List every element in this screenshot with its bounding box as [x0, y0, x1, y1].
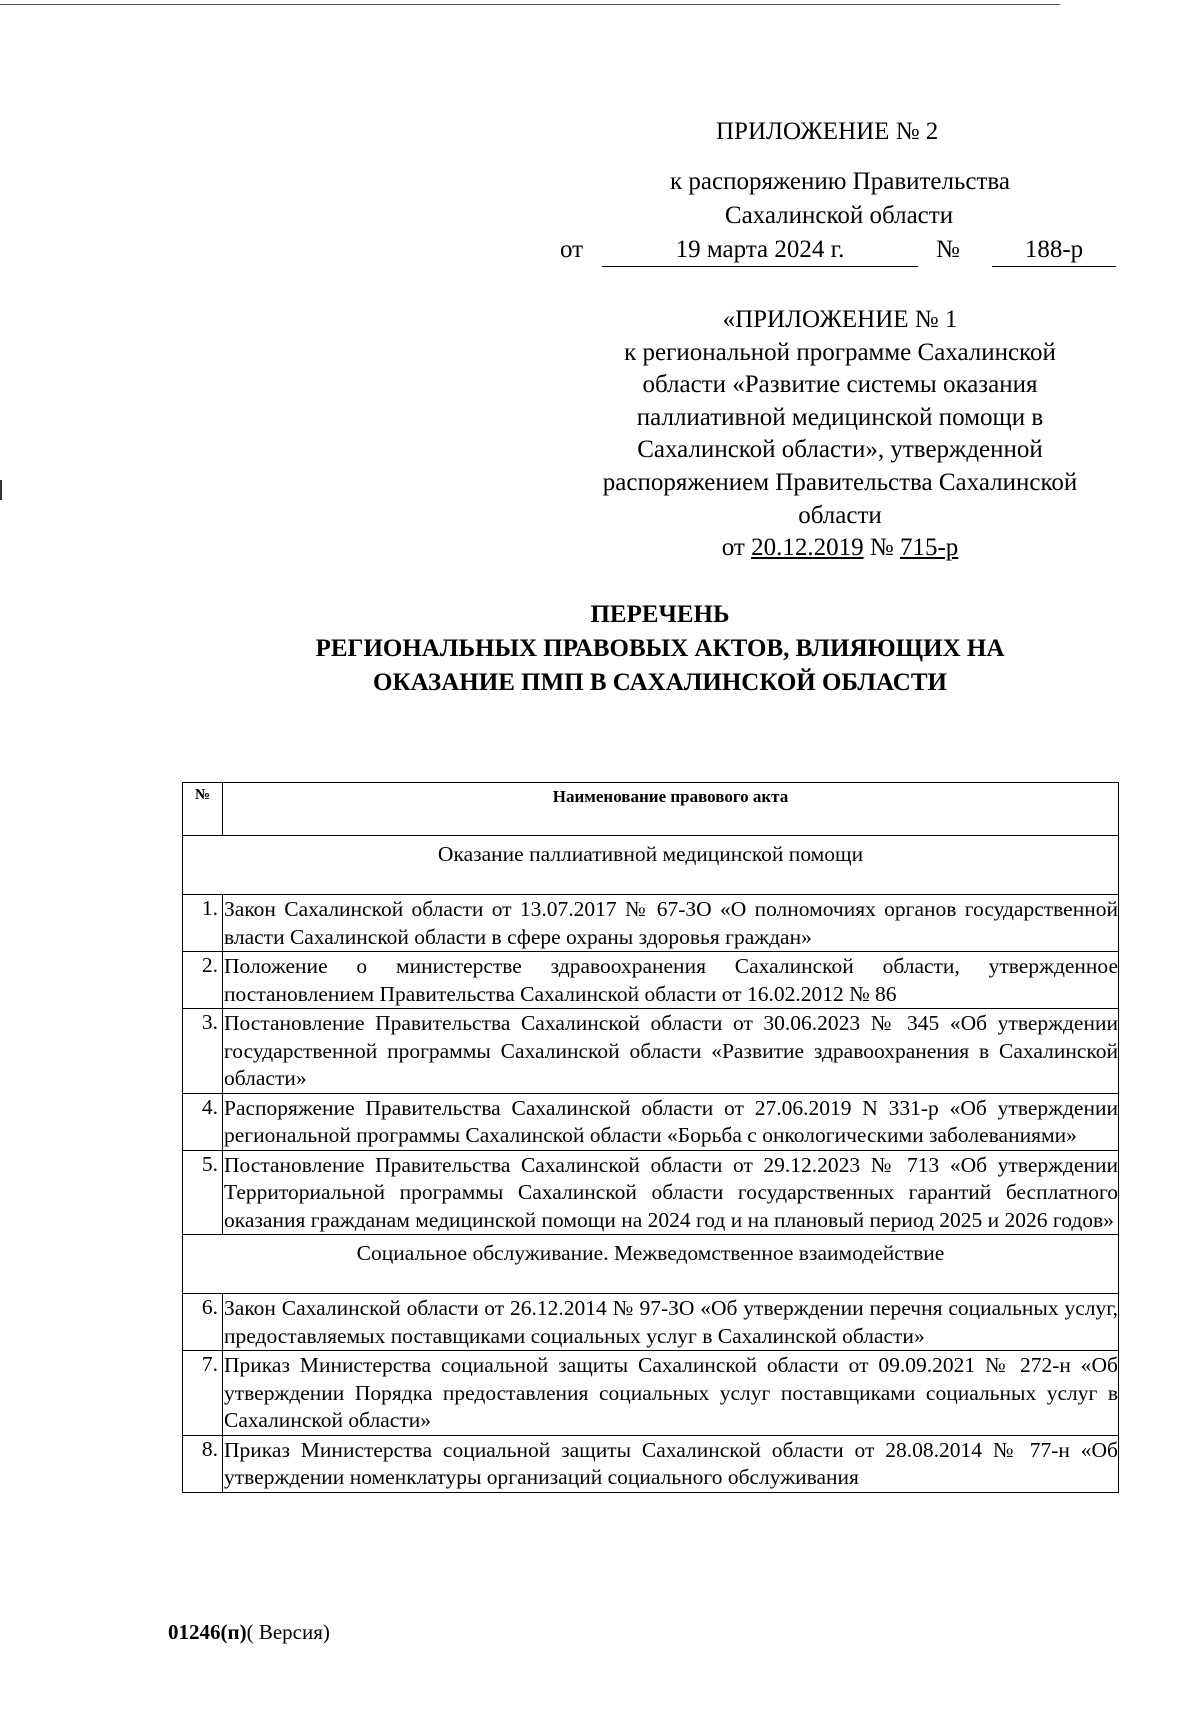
- table-row: [183, 1435, 1119, 1492]
- row-act-text: Закон Сахалинской области от 13.07.2017 № 67-ЗО «О полномочиях органов государственной власти Сахалинской области в сфере охраны здоровья граждан»: [223, 895, 1119, 952]
- annex2-number-label: №: [936, 236, 960, 263]
- table-section-row: [183, 836, 1119, 895]
- document-title: [200, 598, 1120, 700]
- row-act-text: Приказ Министерства социальной защиты Сахалинской области от 09.09.2021 № 272-н «Об утверждении Порядка предоставления социальных услуг поставщиками социальных услуг в Сахалинской области»: [223, 1351, 1119, 1436]
- table-row: [183, 1351, 1119, 1436]
- table-header-row: [183, 783, 1119, 836]
- header-act-name: Наименование правового акта: [223, 783, 1119, 836]
- table-body: [183, 836, 1119, 1493]
- annex2-line-2: Сахалинской области: [724, 202, 954, 229]
- row-number: 6.: [183, 1294, 223, 1351]
- row-act-text: Положение о министерстве здравоохранения Сахалинской области, утвержденное постановлением Правительства Сахалинской области от 16.02.2012 № 86: [223, 952, 1119, 1009]
- annex1-date-row: [560, 532, 1120, 565]
- annex2-number: 188-р: [992, 236, 1116, 267]
- row-act-text: Закон Сахалинской области от 26.12.2014 № 97-ЗО «Об утверждении перечня социальных услуг, предоставляемых поставщиками социальных услуг в Сахалинской области»: [223, 1294, 1119, 1351]
- table-row: [183, 952, 1119, 1009]
- annex1-block: [560, 304, 1120, 565]
- document-title-line-3: ОКАЗАНИЕ ПМП В САХАЛИНСКОЙ ОБЛАСТИ: [373, 669, 947, 696]
- table-row: [183, 895, 1119, 952]
- table-row: [183, 1009, 1119, 1094]
- row-number: 2.: [183, 952, 223, 1009]
- row-number: 1.: [183, 895, 223, 952]
- scan-edge-line: [0, 4, 1060, 5]
- annex1-line-1: к региональной программе Сахалинской: [624, 338, 1056, 366]
- document-title-line-2: РЕГИОНАЛЬНЫХ ПРАВОВЫХ АКТОВ, ВЛИЯЮЩИХ НА: [315, 635, 1005, 662]
- row-number: 7.: [183, 1351, 223, 1436]
- row-number: 3.: [183, 1009, 223, 1094]
- annex1-line-5: распоряжением Правительства Сахалинской: [602, 468, 1078, 496]
- annex2-date: 19 марта 2024 г.: [602, 236, 918, 267]
- row-act-text: Распоряжение Правительства Сахалинской области от 27.06.2019 N 331-р «Об утверждении региональной программы Сахалинской области «Борьба с онкологическими заболеваниями»: [223, 1093, 1119, 1150]
- annex1-from-label: от: [721, 534, 745, 562]
- footer-code: 01246(п): [168, 1620, 247, 1644]
- annex2-from-label: от: [560, 236, 584, 263]
- annex1-number-label: №: [869, 534, 894, 562]
- table-row: [183, 1294, 1119, 1351]
- annex2-title: ПРИЛОЖЕНИЕ № 2: [716, 118, 939, 145]
- annex1-number: 715-р: [899, 534, 959, 562]
- annex1-line-2: области «Развитие системы оказания: [642, 371, 1038, 399]
- annex1-line-3: паллиативной медицинской помощи в: [636, 403, 1044, 431]
- header-number: №: [183, 783, 223, 836]
- row-number: 8.: [183, 1435, 223, 1492]
- section-heading: Оказание паллиативной медицинской помощи: [183, 836, 1119, 895]
- document-title-line-1: ПЕРЕЧЕНЬ: [590, 601, 730, 628]
- row-act-text: Постановление Правительства Сахалинской области от 29.12.2023 № 713 «Об утверждении Территориальной программы Сахалинской области государственных гарантий бесплатного оказания гражданам медицинской помощи на 2024 год и на плановый период 2025 и 2026 годов»: [223, 1150, 1119, 1235]
- annex1-title: «ПРИЛОЖЕНИЕ № 1: [722, 306, 958, 333]
- section-heading: Социальное обслуживание. Межведомственное взаимодействие: [183, 1235, 1119, 1294]
- annex2-line-1: к распоряжению Правительства: [669, 168, 1010, 195]
- row-number: 4.: [183, 1093, 223, 1150]
- table-section-row: [183, 1235, 1119, 1294]
- annex1-line-4: Сахалинской области», утвержденной: [637, 436, 1043, 464]
- row-act-text: Постановление Правительства Сахалинской области от 30.06.2023 № 345 «Об утверждении государственной программы Сахалинской области «Развитие здравоохранения в Сахалинской области»: [223, 1009, 1119, 1094]
- footer-document-code: [168, 1620, 330, 1645]
- legal-acts-table: [182, 782, 1119, 1493]
- scan-edge-mark: [0, 480, 2, 500]
- row-number: 5.: [183, 1150, 223, 1235]
- annex1-line-6: области: [798, 501, 882, 529]
- row-act-text: Приказ Министерства социальной защиты Сахалинской области от 28.08.2014 № 77-н «Об утверждении номенклатуры организаций социального обслуживания: [223, 1435, 1119, 1492]
- table-row: [183, 1093, 1119, 1150]
- annex1-date: 20.12.2019: [751, 534, 864, 562]
- table-row: [183, 1150, 1119, 1235]
- footer-version: ( Версия): [246, 1620, 330, 1644]
